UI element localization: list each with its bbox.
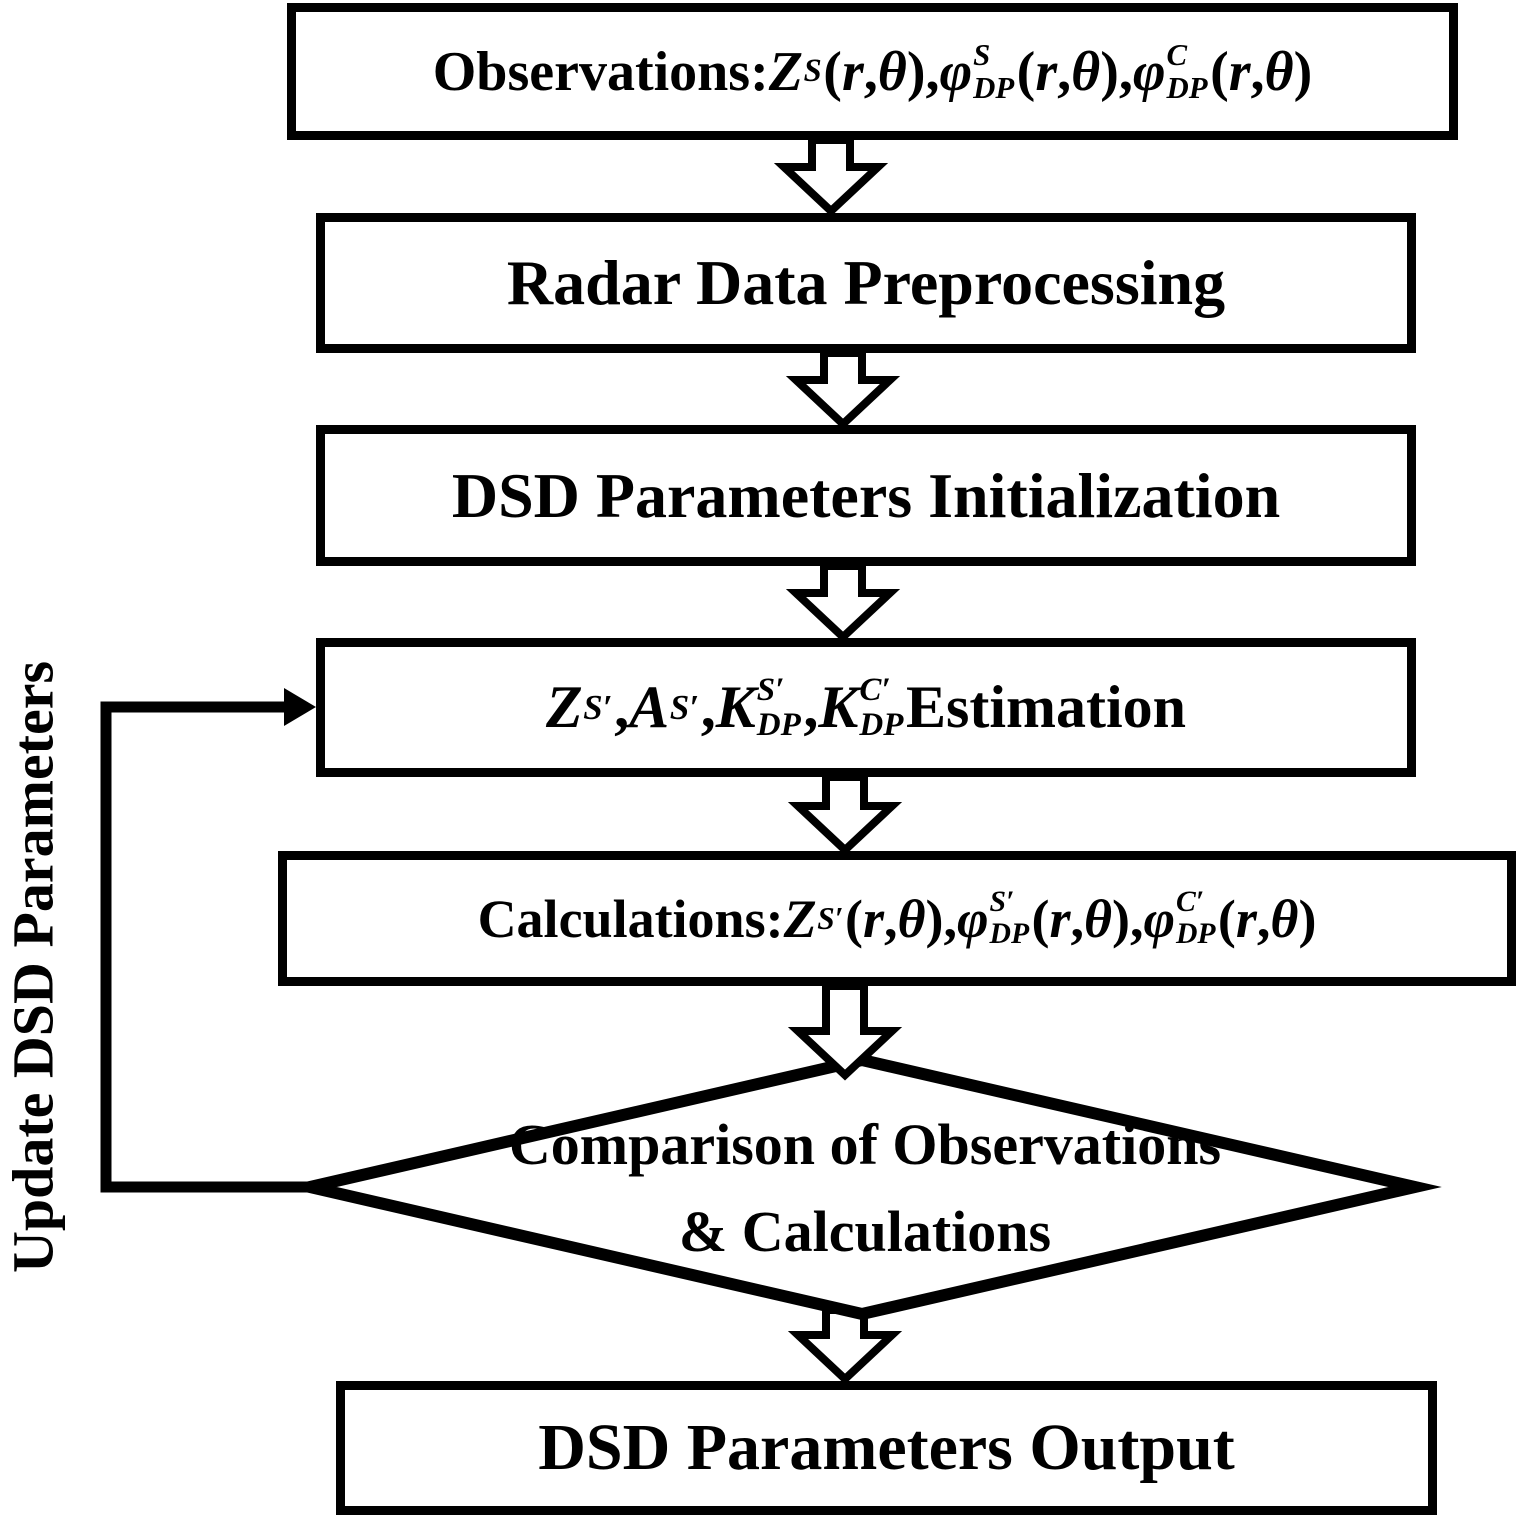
box-dsd-parameters-output: DSD Parameters Output xyxy=(336,1381,1437,1515)
comparison-line-2: & Calculations xyxy=(678,1199,1052,1264)
feedback-label-wrap xyxy=(0,633,66,1300)
feedback-label: Update DSD Parameters xyxy=(0,660,66,1274)
box-observations: Observations: Z S ( r , θ ), φ S DP ( r , θ ), φ C DP ( r , θ ) xyxy=(287,3,1458,140)
down-arrow-icon xyxy=(798,1310,892,1379)
down-arrow-icon xyxy=(796,353,890,424)
feedback-arrowhead-icon xyxy=(284,688,316,726)
box-estimation: Z S′ , A S′ , K S′ DP , K C′ DP Estimation xyxy=(316,638,1416,777)
down-arrow-icon xyxy=(798,777,892,850)
comparison-line-1: Comparison of Observations xyxy=(508,1112,1222,1177)
box-dsd-parameters-initialization: DSD Parameters Initialization xyxy=(316,425,1416,566)
box-radar-data-preprocessing: Radar Data Preprocessing xyxy=(316,213,1416,353)
decision-diamond-label xyxy=(420,1098,1310,1278)
down-arrow-icon xyxy=(796,566,890,637)
down-arrow-icon xyxy=(784,140,878,211)
box-calculations: Calculations: Z S′ ( r , θ ), φ S′ DP ( r , θ ), φ C′ DP ( r , θ ) xyxy=(278,851,1516,986)
